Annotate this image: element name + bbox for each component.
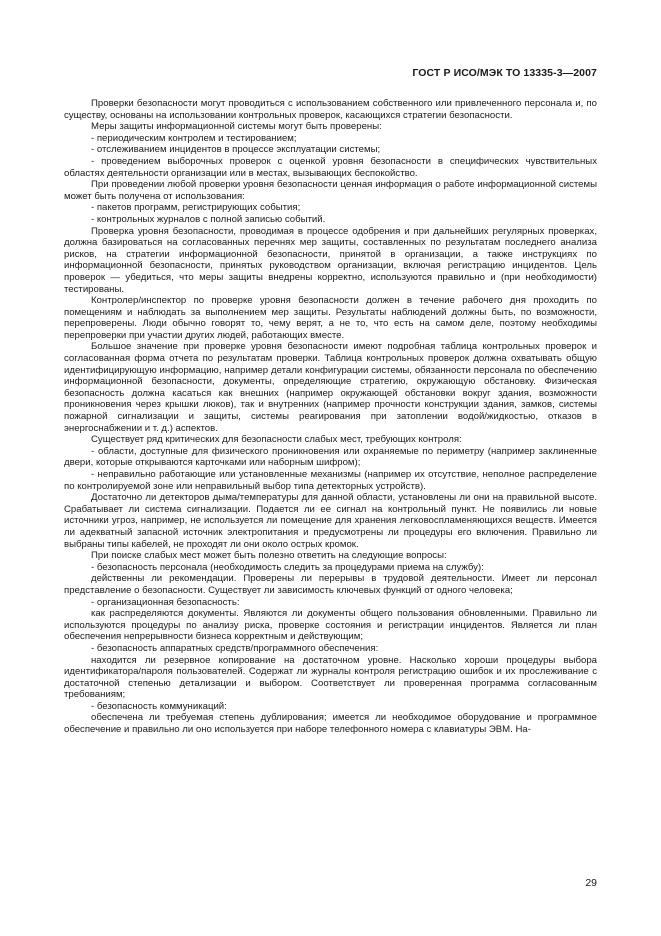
- page-number: 29: [585, 877, 597, 889]
- standard-header: ГОСТ Р ИСО/МЭК ТО 13335-3—2007: [412, 67, 597, 79]
- list-item: - организационная безопасность:: [91, 596, 240, 608]
- list-item: - отслеживанием инцидентов в процессе эксплуатации системы;: [91, 144, 381, 156]
- list-item: - контрольных журналов с полной записью событий.: [91, 213, 326, 225]
- list-item: - безопасность аппаратных средств/программного обеспечения:: [91, 642, 379, 654]
- paragraph: Проверка уровня безопасности, проводимая в процессе одобрения и при дальнейших регулярных проверках, должна базироваться на согласованных перечнях мер защиты, составленных по результатам последнего анализа рисков, на стратегии информационной безопасности, принятой в организации, а также инструкциях по информационной безопасности, принятых руководством организации, включая регистрацию инцидентов. Цель проверок — убедиться, что меры защиты внедрены корректно, используются правильно и (при необходимости) тестированы.: [64, 225, 597, 295]
- list-item: - области, доступные для физического проникновения или охраняемые по периметру (например заклиненные двери, которые открываются карточками или наборным шифром);: [64, 445, 597, 469]
- list-item: - безопасность коммуникаций:: [91, 700, 227, 712]
- paragraph: как распределяются документы. Являются ли документы общего пользования обновленными. Правильно ли используются процедуры по анализу риска, проверке состояния и регистрации инцидентов. Является ли план обеспечения непрерывности бизнеса корректным и действующим;: [64, 608, 597, 643]
- paragraph: действенны ли рекомендации. Проверены ли перерывы в трудовой деятельности. Имеет ли персонал представление о безопасности. Существует ли зависимость ключевых функций от одного человека;: [64, 573, 597, 596]
- paragraph: обеспечена ли требуемая степень дублирования; имеется ли необходимое оборудование и программное обеспечение и правильно ли оно используется при наборе телефонного номера с клавиатуры ЭВМ. На-: [64, 712, 597, 736]
- list-item: - безопасность персонала (необходимость следить за процедурами приема на службу):: [91, 561, 484, 573]
- paragraph: При проведении любой проверки уровня безопасности ценная информация о работе информационной системы может быть получена от использования:: [64, 179, 597, 202]
- list-item: - периодическим контролем и тестированием;: [91, 132, 297, 144]
- paragraph: Большое значение при проверке уровня безопасности имеют подробная таблица контрольных проверок и согласованная форма отчета по результатам проверки. Таблица контрольных проверок должна охватывать общую идентифицирующую информацию, например детали конфигурации системы, обязанности персонала по обеспечению информационной безопасности, документы, определяющие стратегию, окружающую обстановку. Физическая безопасность должна касаться как внешних (например окружающей обстановки вокруг здания, возможности проникновения через крышки люков), так и внутренних (например прочности конструкции здания, замков, системы пожарной сигнализации и защиты, системы реагирования при затоплении водой/жидкостью, отказов в энергоснабжении и т. д.) аспектов.: [64, 341, 597, 434]
- document-body: [64, 98, 597, 736]
- paragraph: Проверки безопасности могут проводиться с использованием собственного или привлеченного персонала и, по существу, основаны на использовании контрольных проверок, касающихся стратегии безопасности.: [64, 98, 597, 121]
- paragraph: Существует ряд критических для безопасности слабых мест, требующих контроля:: [91, 434, 462, 446]
- list-item: - пакетов программ, регистрирующих события;: [91, 202, 301, 214]
- list-item: - проведением выборочных проверок с оценкой уровня безопасности в специфических чувствительных областях деятельности организации или в местах, вызывающих беспокойство.: [64, 155, 597, 179]
- paragraph: Контролер/инспектор по проверке уровня безопасности должен в течение рабочего дня проходить по помещениям и наблюдать за выполнением мер защиты. Результаты наблюдений должны быть, по возможности, перепроверены. Люди обычно говорят то, чему верят, а не то, что есть на самом деле, поэтому необходимы перепроверки при участии других людей, работающих вместе.: [64, 295, 597, 341]
- paragraph: Достаточно ли детекторов дыма/температуры для данной области, установлены ли они на правильной высоте. Срабатывает ли система сигнализации. Подается ли ее сигнал на контрольный пункт. Не появились ли новые источники угроз, например, не используется ли помещение для хранения легковоспламеняющихся веществ. Имеется ли адекватный запасной источник электропитания и предусмотрены ли процедуры его включения. Правильно ли выбраны типы кабелей, не проходят ли они около острых кромок.: [64, 492, 597, 550]
- paragraph: При поиске слабых мест может быть полезно ответить на следующие вопросы:: [91, 550, 447, 562]
- list-item: - неправильно работающие или установленные механизмы (например их отсутствие, неполное распределение по контролируемой зоне или неправильный выбор типа детекторных устройств).: [64, 469, 597, 492]
- paragraph: Меры защиты информационной системы могут быть проверены:: [91, 121, 382, 133]
- paragraph: находится ли резервное копирование на достаточном уровне. Насколько хороши процедуры выбора идентификатора/пароля пользователей. Содержат ли журналы контроля регистрацию ошибок и их прослеживание с достаточной степенью детализации и выбором. Соответствует ли проверенная программа согласованным требованиям;: [64, 654, 597, 701]
